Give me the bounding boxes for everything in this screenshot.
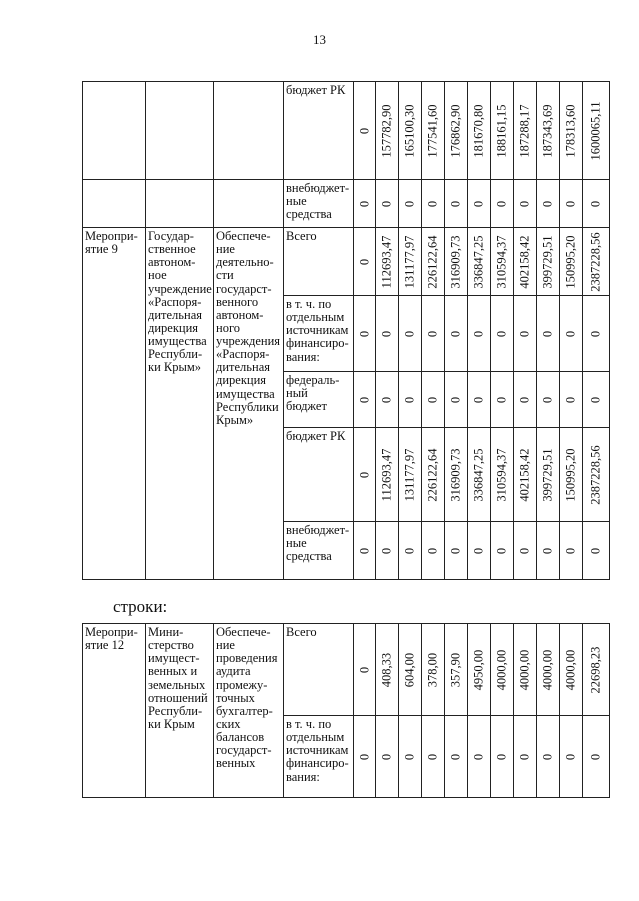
value-text: 0	[540, 200, 555, 207]
value-text: 1600065,11	[588, 101, 603, 160]
value-cell	[583, 180, 610, 228]
value-text: 4000,00	[494, 649, 509, 690]
value-text: 0	[402, 200, 417, 207]
value-cell	[514, 180, 537, 228]
funding-source-cell	[284, 296, 354, 372]
value-text: 0	[356, 396, 371, 403]
value-cell	[514, 296, 537, 372]
value-text: 0	[494, 200, 509, 207]
value-cell	[583, 296, 610, 372]
value-text: 0	[494, 396, 509, 403]
value-cell	[354, 82, 376, 180]
value-cell	[445, 624, 468, 716]
value-text: 188161,15	[494, 103, 509, 158]
value-cell	[376, 180, 399, 228]
value-text: 131177,97	[402, 448, 417, 501]
event-cell-text: Меропри- ятие 9	[85, 229, 138, 257]
value-cell	[560, 82, 583, 180]
value-cell	[445, 372, 468, 428]
value-cell	[491, 228, 514, 296]
value-text: 178313,60	[563, 103, 578, 158]
funding-source-cell-text: в т. ч. по отдельным источникам финансиро- вания:	[286, 297, 349, 364]
value-cell	[537, 228, 560, 296]
event-cell-text	[83, 180, 145, 182]
executor-cell-text: Мини- стерство имущест- венных и земельных отношений Республи- ки Крым	[148, 625, 208, 731]
value-cell	[560, 522, 583, 580]
value-text: 0	[471, 330, 486, 337]
value-text: 336847,25	[471, 234, 486, 289]
description-cell-text	[214, 82, 283, 84]
value-text: 399729,51	[540, 234, 555, 289]
funding-source-cell-text: внебюджет- ные средства	[286, 181, 350, 222]
value-cell	[583, 522, 610, 580]
value-cell	[376, 82, 399, 180]
value-cell	[354, 428, 376, 522]
value-text: 0	[588, 753, 603, 760]
event-cell	[83, 82, 146, 180]
value-cell	[399, 428, 422, 522]
event-cell	[83, 624, 146, 798]
value-cell	[514, 522, 537, 580]
value-cell	[537, 716, 560, 798]
value-text: 0	[379, 200, 394, 207]
value-text: 0	[425, 547, 440, 554]
value-text: 112693,47	[379, 235, 394, 288]
value-cell	[468, 624, 491, 716]
value-text: 0	[402, 547, 417, 554]
value-cell	[399, 82, 422, 180]
value-text: 0	[448, 547, 463, 554]
value-cell	[514, 372, 537, 428]
value-cell	[560, 296, 583, 372]
value-text: 0	[379, 396, 394, 403]
value-cell	[422, 180, 445, 228]
value-cell	[491, 372, 514, 428]
value-text: 0	[471, 753, 486, 760]
value-cell	[399, 624, 422, 716]
value-text: 0	[471, 396, 486, 403]
value-text: 402158,42	[517, 234, 532, 289]
value-cell	[422, 428, 445, 522]
value-text: 0	[448, 753, 463, 760]
value-cell	[537, 82, 560, 180]
value-cell	[491, 180, 514, 228]
value-text: 0	[448, 330, 463, 337]
value-cell	[468, 522, 491, 580]
value-cell	[354, 716, 376, 798]
executor-cell-text	[146, 82, 213, 84]
value-cell	[376, 624, 399, 716]
value-cell	[560, 372, 583, 428]
value-text: 0	[588, 396, 603, 403]
value-text: 316909,73	[448, 447, 463, 502]
value-cell	[583, 428, 610, 522]
value-text: 226122,64	[425, 234, 440, 289]
value-cell	[583, 228, 610, 296]
value-cell	[491, 82, 514, 180]
value-text: 0	[563, 200, 578, 207]
table-row	[83, 228, 610, 296]
value-cell	[537, 522, 560, 580]
value-text: 604,00	[402, 652, 417, 687]
value-text: 0	[517, 396, 532, 403]
value-text: 408,33	[379, 652, 394, 687]
value-cell	[354, 296, 376, 372]
value-text: 0	[517, 753, 532, 760]
value-text: 4000,00	[540, 649, 555, 690]
value-text: 0	[356, 666, 371, 673]
funding-table-2	[82, 623, 610, 798]
value-cell	[537, 428, 560, 522]
value-cell	[514, 82, 537, 180]
value-cell	[514, 228, 537, 296]
value-cell	[354, 624, 376, 716]
value-text: 0	[356, 471, 371, 478]
value-text: 0	[356, 258, 371, 265]
value-cell	[468, 372, 491, 428]
description-cell-text: Обеспече- ние проведения аудита промежу- точных бухгалтер- ских балансов государст- венных	[216, 625, 278, 771]
table-row	[83, 624, 610, 716]
value-text: 402158,42	[517, 447, 532, 502]
value-text: 0	[379, 753, 394, 760]
event-cell-text: Меропри- ятие 12	[85, 625, 138, 653]
value-cell	[491, 428, 514, 522]
value-cell	[399, 180, 422, 228]
executor-cell	[146, 82, 214, 180]
funding-source-cell-text: бюджет РК	[286, 83, 346, 97]
event-cell	[83, 180, 146, 228]
description-cell	[214, 82, 284, 180]
value-text: 0	[563, 547, 578, 554]
value-text: 0	[471, 547, 486, 554]
value-text: 0	[448, 396, 463, 403]
value-cell	[445, 180, 468, 228]
value-cell	[376, 228, 399, 296]
value-text: 0	[448, 200, 463, 207]
value-text: 357,90	[448, 652, 463, 687]
value-cell	[422, 296, 445, 372]
funding-source-cell-text: в т. ч. по отдельным источникам финансиро- вания:	[286, 717, 349, 784]
value-text: 150995,20	[563, 234, 578, 289]
value-cell	[491, 522, 514, 580]
value-text: 131177,97	[402, 235, 417, 288]
value-text: 187343,69	[540, 103, 555, 158]
value-text: 4950,00	[471, 649, 486, 690]
funding-source-cell-text: Всего	[286, 229, 317, 243]
table-row	[83, 82, 610, 180]
description-cell-text: Обеспече- ние деятельно- сти государст- венного автоном- ного учреждения «Распоря- дительная дирекция имущества Республики Крым»	[216, 229, 281, 427]
value-text: 0	[425, 200, 440, 207]
value-cell	[468, 296, 491, 372]
value-cell	[422, 372, 445, 428]
value-text: 0	[425, 330, 440, 337]
value-text: 165100,30	[402, 103, 417, 158]
value-text: 177541,60	[425, 103, 440, 158]
value-cell	[560, 716, 583, 798]
value-cell	[399, 522, 422, 580]
description-cell	[214, 228, 284, 580]
executor-cell	[146, 180, 214, 228]
value-cell	[354, 180, 376, 228]
funding-source-cell-text: внебюджет- ные средства	[286, 523, 350, 564]
executor-cell	[146, 228, 214, 580]
value-text: 0	[563, 396, 578, 403]
value-cell	[583, 82, 610, 180]
value-cell	[445, 296, 468, 372]
value-text: 0	[356, 330, 371, 337]
value-text: 0	[402, 396, 417, 403]
value-cell	[445, 716, 468, 798]
value-text: 0	[494, 753, 509, 760]
value-text: 0	[540, 396, 555, 403]
value-text: 310594,37	[494, 447, 509, 502]
value-text: 0	[517, 547, 532, 554]
value-cell	[537, 296, 560, 372]
value-text: 0	[425, 396, 440, 403]
value-cell	[399, 296, 422, 372]
value-text: 0	[588, 547, 603, 554]
value-cell	[445, 522, 468, 580]
value-cell	[583, 624, 610, 716]
value-cell	[514, 716, 537, 798]
value-text: 378,00	[425, 652, 440, 687]
value-cell	[468, 428, 491, 522]
value-text: 0	[356, 753, 371, 760]
value-cell	[560, 624, 583, 716]
value-text: 0	[379, 330, 394, 337]
description-cell	[214, 624, 284, 798]
value-text: 0	[563, 330, 578, 337]
value-text: 399729,51	[540, 447, 555, 502]
value-cell	[399, 716, 422, 798]
value-text: 181670,80	[471, 103, 486, 158]
value-cell	[445, 82, 468, 180]
value-cell	[422, 624, 445, 716]
executor-cell-text	[146, 180, 213, 182]
funding-source-cell	[284, 522, 354, 580]
value-text: 112693,47	[379, 448, 394, 501]
funding-source-cell-text: федераль- ный бюджет	[286, 373, 340, 414]
value-cell	[376, 296, 399, 372]
value-cell	[399, 228, 422, 296]
value-cell	[560, 180, 583, 228]
value-cell	[468, 716, 491, 798]
value-cell	[376, 428, 399, 522]
value-cell	[422, 228, 445, 296]
value-text: 0	[471, 200, 486, 207]
value-text: 0	[517, 330, 532, 337]
value-cell	[583, 372, 610, 428]
value-text: 0	[356, 200, 371, 207]
value-cell	[445, 228, 468, 296]
value-cell	[514, 624, 537, 716]
value-cell	[468, 228, 491, 296]
value-text: 2387228,56	[588, 231, 603, 292]
value-cell	[491, 716, 514, 798]
value-text: 0	[540, 753, 555, 760]
value-cell	[560, 228, 583, 296]
description-cell	[214, 180, 284, 228]
funding-source-cell	[284, 228, 354, 296]
executor-cell	[146, 624, 214, 798]
value-text: 0	[356, 127, 371, 134]
value-text: 0	[356, 547, 371, 554]
value-cell	[491, 296, 514, 372]
funding-source-cell	[284, 372, 354, 428]
executor-cell-text: Государ- ственное автоном- ное учреждение «Распоря- дительная дирекция имущества Республи- ки Крым»	[148, 229, 212, 375]
value-text: 316909,73	[448, 234, 463, 289]
value-cell	[445, 428, 468, 522]
value-text: 150995,20	[563, 447, 578, 502]
funding-source-cell	[284, 624, 354, 716]
value-cell	[583, 716, 610, 798]
value-text: 0	[494, 547, 509, 554]
event-cell	[83, 228, 146, 580]
value-text: 0	[588, 330, 603, 337]
value-cell	[537, 180, 560, 228]
value-cell	[468, 82, 491, 180]
value-cell	[422, 82, 445, 180]
value-text: 0	[425, 753, 440, 760]
value-cell	[537, 372, 560, 428]
value-text: 0	[540, 547, 555, 554]
value-text: 0	[402, 330, 417, 337]
funding-source-cell-text: бюджет РК	[286, 429, 346, 443]
value-cell	[376, 716, 399, 798]
value-text: 0	[588, 200, 603, 207]
value-cell	[376, 372, 399, 428]
funding-source-cell	[284, 716, 354, 798]
table-row	[83, 180, 610, 228]
value-text: 187288,17	[517, 103, 532, 158]
value-text: 0	[494, 330, 509, 337]
value-cell	[560, 428, 583, 522]
value-cell	[422, 522, 445, 580]
value-text: 176862,90	[448, 103, 463, 158]
value-text: 157782,90	[379, 103, 394, 158]
value-text: 2387228,56	[588, 444, 603, 505]
value-text: 0	[540, 330, 555, 337]
value-cell	[354, 228, 376, 296]
value-cell	[491, 624, 514, 716]
value-cell	[468, 180, 491, 228]
value-cell	[514, 428, 537, 522]
value-cell	[537, 624, 560, 716]
event-cell-text	[83, 82, 145, 84]
page-number: 13	[313, 32, 326, 47]
description-cell-text	[214, 180, 283, 182]
funding-source-cell	[284, 428, 354, 522]
value-cell	[399, 372, 422, 428]
value-text: 336847,25	[471, 447, 486, 502]
funding-source-cell	[284, 82, 354, 180]
value-text: 0	[563, 753, 578, 760]
section-title: строки:	[113, 597, 168, 616]
funding-source-cell	[284, 180, 354, 228]
funding-source-cell-text: Всего	[286, 625, 317, 639]
value-text: 0	[517, 200, 532, 207]
value-text: 0	[402, 753, 417, 760]
value-text: 22698,23	[588, 646, 603, 693]
value-cell	[354, 372, 376, 428]
value-text: 310594,37	[494, 234, 509, 289]
value-text: 4000,00	[563, 649, 578, 690]
value-text: 0	[379, 547, 394, 554]
value-cell	[376, 522, 399, 580]
value-text: 226122,64	[425, 447, 440, 502]
value-cell	[422, 716, 445, 798]
value-text: 4000,00	[517, 649, 532, 690]
value-cell	[354, 522, 376, 580]
funding-table-1	[82, 81, 610, 580]
